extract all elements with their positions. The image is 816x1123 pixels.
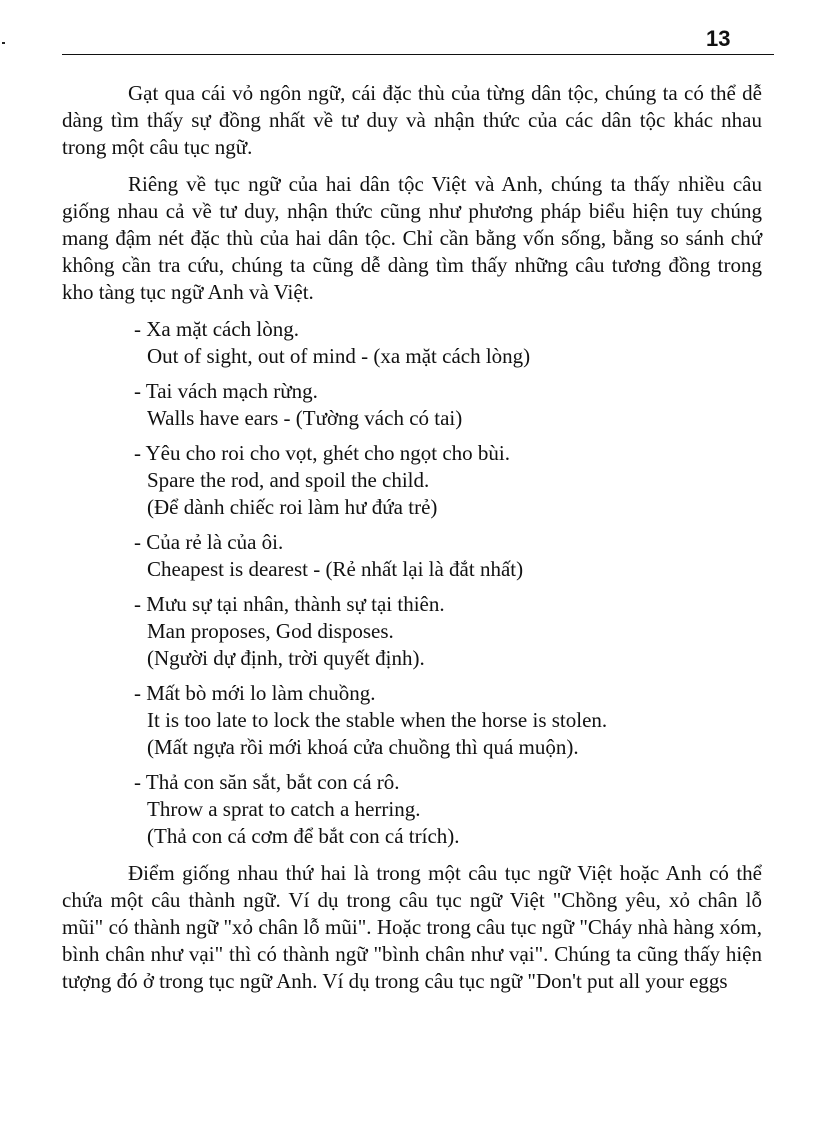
proverb-vietnamese: - Của rẻ là của ôi. [134,530,284,554]
header-rule [62,54,774,55]
proverb-english: It is too late to lock the stable when the horse is stolen. [147,708,608,732]
proverb-english: Spare the rod, and spoil the child. [147,468,430,492]
proverb-english: Man proposes, God disposes. [147,619,394,643]
paragraph-comparison: Riêng về tục ngữ của hai dân tộc Việt và Anh, chúng ta thấy nhiều câu giống nhau cả về tư duy, nhận thức cũng như phương pháp biểu hiện tuy chúng mang đậm nét đặc thù của hai dân tộc. Chỉ cần bằng vốn sống, bằng so sánh chứ không cần tra cứu, chúng ta cũng dễ dàng tìm thấy những câu tương đồng trong kho tàng tục ngữ Anh và Việt. [62,172,762,304]
proverb-item [134,680,762,761]
proverb-item [134,440,762,521]
proverb-vietnamese: - Yêu cho roi cho vọt, ghét cho ngọt cho bùi. [134,441,510,465]
proverb-translation: (Người dự định, trời quyết định). [147,646,425,670]
paragraph-second-similarity: Điểm giống nhau thứ hai là trong một câu tục ngữ Việt hoặc Anh có thể chứa một câu thành ngữ. Ví dụ trong câu tục ngữ Việt "Chồng yêu, xỏ chân lỗ mũi" có thành ngữ "xỏ chân lỗ mũi". Hoặc trong câu tục ngữ "Cháy nhà hàng xóm, bình chân như vại" thì có thành ngữ "bình chân như vại". Chúng ta cũng thấy hiện tượng đó ở trong tục ngữ Anh. Ví dụ trong câu tục ngữ "Don't put all your eggs [62,861,762,993]
proverb-vietnamese: - Thả con săn sắt, bắt con cá rô. [134,770,400,794]
proverb-item [134,378,762,432]
proverb-english: Throw a sprat to catch a herring. [147,797,421,821]
proverb-translation: (Để dành chiếc roi làm hư đứa trẻ) [147,495,438,519]
paragraph-intro: Gạt qua cái vỏ ngôn ngữ, cái đặc thù của từng dân tộc, chúng ta có thể dễ dàng tìm thấy sự đồng nhất về tư duy và nhận thức của các dân tộc khác nhau trong một câu tục ngữ. [62,81,762,159]
proverb-item [134,316,762,370]
proverb-item [134,769,762,850]
proverb-list [62,316,762,850]
proverb-vietnamese: - Mưu sự tại nhân, thành sự tại thiên. [134,592,445,616]
proverb-item [134,591,762,672]
margin-mark [2,42,5,44]
page-body [62,80,762,1005]
proverb-vietnamese: - Mất bò mới lo làm chuồng. [134,681,376,705]
proverb-vietnamese: - Tai vách mạch rừng. [134,379,318,403]
proverb-vietnamese: - Xa mặt cách lòng. [134,317,300,341]
proverb-item [134,529,762,583]
page-number: 13 [706,26,731,51]
proverb-english: Cheapest is dearest - (Rẻ nhất lại là đắt nhất) [147,557,524,581]
proverb-english: Walls have ears - (Tường vách có tai) [147,406,463,430]
proverb-english: Out of sight, out of mind - (xa mặt cách lòng) [147,344,531,368]
proverb-translation: (Mất ngựa rồi mới khoá cửa chuồng thì quá muộn). [147,735,579,759]
proverb-translation: (Thả con cá cơm để bắt con cá trích). [147,824,460,848]
